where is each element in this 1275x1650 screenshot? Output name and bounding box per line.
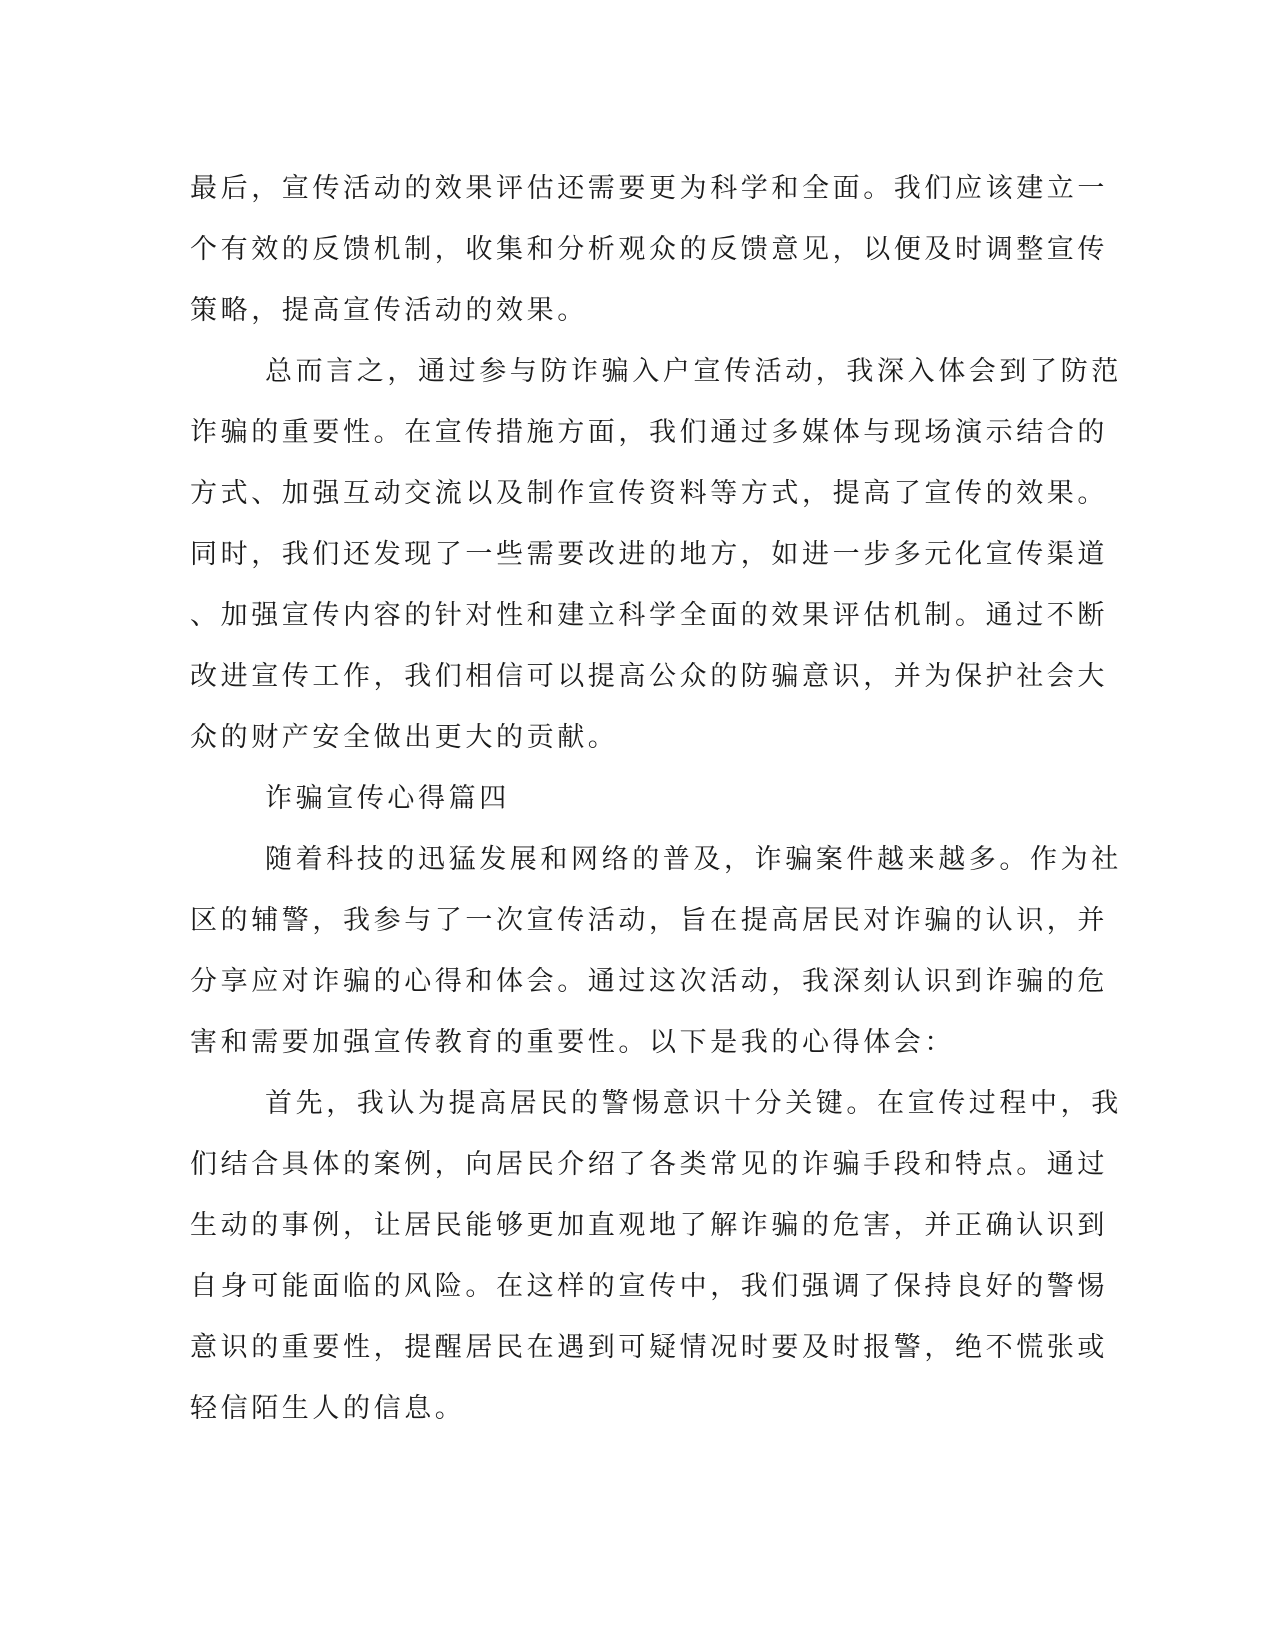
text-line: 自身可能面临的风险。在这样的宣传中，我们强调了保持良好的警惕 (190, 1271, 1108, 1302)
text-line: 最后，宣传活动的效果评估还需要更为科学和全面。我们应该建立一 (190, 173, 1108, 204)
paragraph-summary (190, 341, 1122, 768)
text-line: 首先，我认为提高居民的警惕意识十分关键。在宣传过程中，我 (265, 1088, 1122, 1119)
text-line: 诈骗的重要性。在宣传措施方面，我们通过多媒体与现场演示结合的 (190, 417, 1108, 448)
text-line: 害和需要加强宣传教育的重要性。以下是我的心得体会： (190, 1027, 955, 1058)
text-line: 生动的事例，让居民能够更加直观地了解诈骗的危害，并正确认识到 (190, 1210, 1108, 1241)
paragraph-introduction (190, 829, 1122, 1073)
text-line: 轻信陌生人的信息。 (190, 1393, 466, 1424)
text-line: 个有效的反馈机制，收集和分析观众的反馈意见，以便及时调整宣传 (190, 234, 1108, 265)
paragraph-first-point (190, 1073, 1122, 1439)
text-line: 随着科技的迅猛发展和网络的普及，诈骗案件越来越多。作为社 (265, 844, 1122, 875)
document-body (190, 158, 1122, 1439)
text-line: 方式、加强互动交流以及制作宣传资料等方式，提高了宣传的效果。 (190, 478, 1108, 509)
text-line: 们结合具体的案例，向居民介绍了各类常见的诈骗手段和特点。通过 (190, 1149, 1108, 1180)
text-line: 意识的重要性，提醒居民在遇到可疑情况时要及时报警，绝不慌张或 (190, 1332, 1108, 1363)
text-line: 、加强宣传内容的针对性和建立科学全面的效果评估机制。通过不断 (190, 600, 1108, 631)
text-line: 区的辅警，我参与了一次宣传活动，旨在提高居民对诈骗的认识，并 (190, 905, 1108, 936)
text-line: 改进宣传工作，我们相信可以提高公众的防骗意识，并为保护社会大 (190, 661, 1108, 692)
heading-text: 诈骗宣传心得篇四 (265, 783, 510, 814)
text-line: 分享应对诈骗的心得和体会。通过这次活动，我深刻认识到诈骗的危 (190, 966, 1108, 997)
section-heading (190, 768, 1070, 829)
paragraph-evaluation (190, 158, 1108, 341)
text-line: 策略，提高宣传活动的效果。 (190, 295, 588, 326)
text-line: 同时，我们还发现了一些需要改进的地方，如进一步多元化宣传渠道 (190, 539, 1108, 570)
text-line: 总而言之，通过参与防诈骗入户宣传活动，我深入体会到了防范 (265, 356, 1122, 387)
text-line: 众的财产安全做出更大的贡献。 (190, 722, 619, 753)
